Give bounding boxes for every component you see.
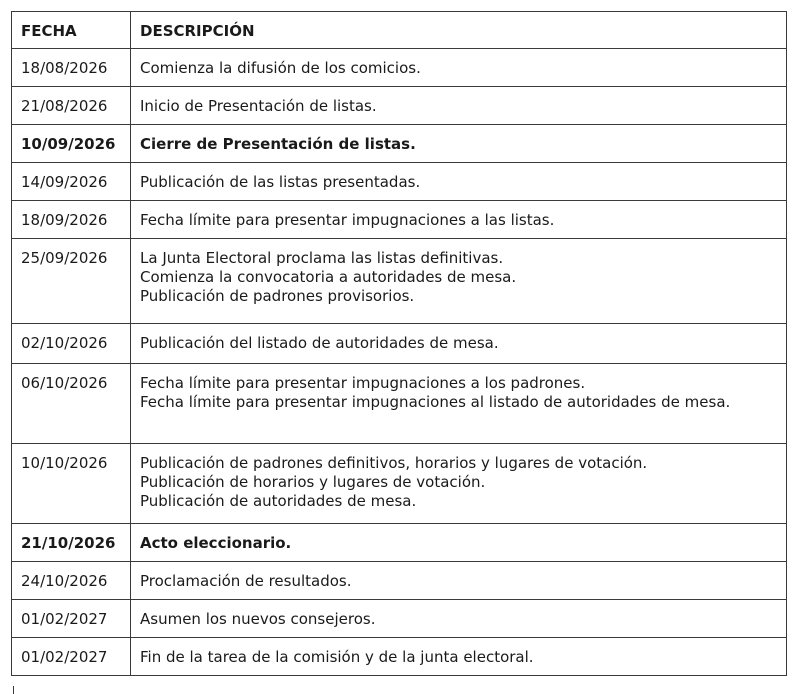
row-date: 18/08/2026 — [12, 49, 131, 87]
row-date: 24/10/2026 — [12, 562, 131, 600]
table-row — [12, 638, 787, 676]
row-description: Fecha límite para presentar impugnaciones a los padrones. Fecha límite para presentar impugnaciones al listado de autoridades de mesa. — [131, 364, 787, 444]
row-description: Publicación de las listas presentadas. — [131, 163, 787, 201]
page-edge-mark — [13, 686, 14, 694]
table-row — [12, 239, 787, 324]
election-schedule-table — [11, 11, 787, 676]
row-date: 21/08/2026 — [12, 87, 131, 125]
table-row — [12, 49, 787, 87]
row-description: Asumen los nuevos consejeros. — [131, 600, 787, 638]
table-row — [12, 562, 787, 600]
table-row-highlighted — [12, 524, 787, 562]
row-date: 10/10/2026 — [12, 444, 131, 524]
row-description: Inicio de Presentación de listas. — [131, 87, 787, 125]
header-description: DESCRIPCIÓN — [131, 12, 787, 49]
row-description: Publicación de padrones definitivos, horarios y lugares de votación. Publicación de horarios y lugares de votación. Publicación de autoridades de mesa. — [131, 444, 787, 524]
row-date: 21/10/2026 — [12, 524, 131, 562]
row-date: 14/09/2026 — [12, 163, 131, 201]
row-description: Proclamación de resultados. — [131, 562, 787, 600]
row-description: Fin de la tarea de la comisión y de la junta electoral. — [131, 638, 787, 676]
table-row-highlighted — [12, 125, 787, 163]
row-date: 01/02/2027 — [12, 638, 131, 676]
row-date: 06/10/2026 — [12, 364, 131, 444]
table-row — [12, 163, 787, 201]
row-description: Publicación del listado de autoridades de mesa. — [131, 324, 787, 364]
table-row — [12, 201, 787, 239]
row-description: La Junta Electoral proclama las listas definitivas. Comienza la convocatoria a autoridades de mesa. Publicación de padrones provisorios. — [131, 239, 787, 324]
table-header-row — [12, 12, 787, 49]
table-row — [12, 87, 787, 125]
table-row — [12, 444, 787, 524]
row-date: 18/09/2026 — [12, 201, 131, 239]
row-description: Cierre de Presentación de listas. — [131, 125, 787, 163]
row-description: Fecha límite para presentar impugnaciones a las listas. — [131, 201, 787, 239]
header-date: FECHA — [12, 12, 131, 49]
row-date: 02/10/2026 — [12, 324, 131, 364]
row-description: Acto eleccionario. — [131, 524, 787, 562]
row-description: Comienza la difusión de los comicios. — [131, 49, 787, 87]
row-date: 10/09/2026 — [12, 125, 131, 163]
row-date: 25/09/2026 — [12, 239, 131, 324]
table-row — [12, 600, 787, 638]
row-date: 01/02/2027 — [12, 600, 131, 638]
table-row — [12, 364, 787, 444]
table-row — [12, 324, 787, 364]
